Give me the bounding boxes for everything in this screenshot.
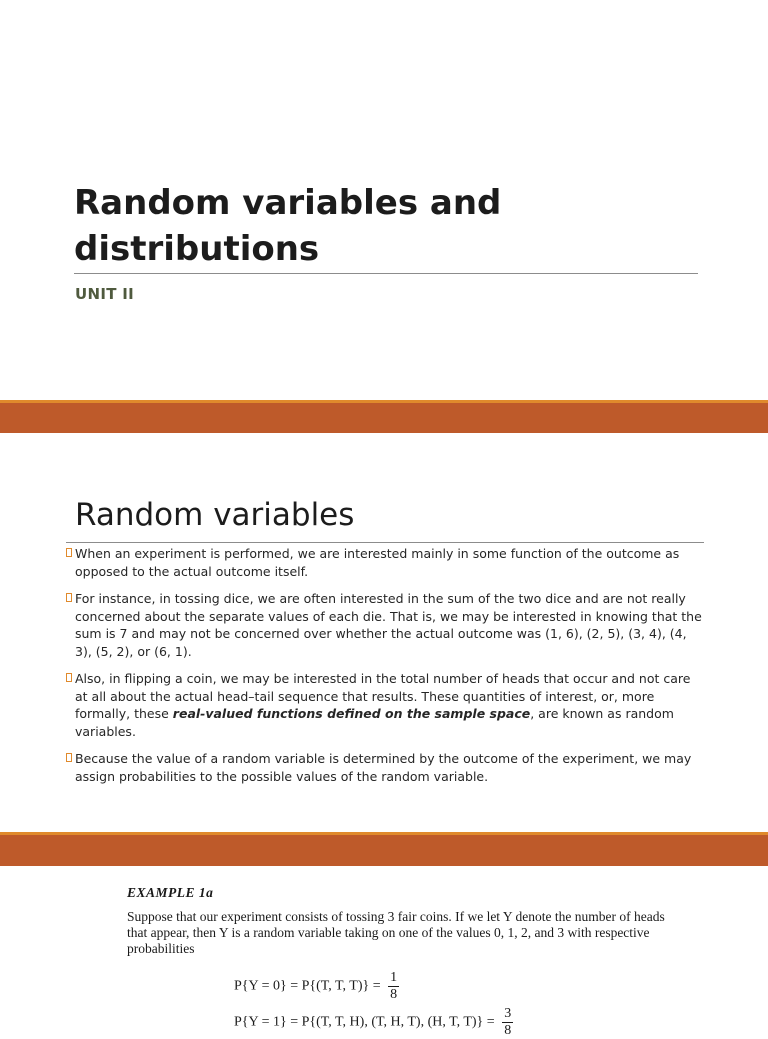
example-heading: EXAMPLE 1a <box>127 885 214 900</box>
bullet-text <box>75 670 706 740</box>
bullet-icon <box>66 673 72 682</box>
equation <box>234 970 399 1003</box>
fraction-denominator: 8 <box>504 1023 512 1038</box>
slide-divider <box>0 400 768 433</box>
bullet-text-start: Also, in flipping a coin, we may be interested in the total number of heads that occur and not care at all about the actual head–tail sequence that results. These quantities of interest, or, more formally, these <box>75 671 691 721</box>
bullet-item <box>66 545 706 580</box>
fraction <box>388 970 399 1003</box>
bullet-item <box>66 670 706 740</box>
bullet-text: Because the value of a random variable is determined by the outcome of the experiment, we may assign probabilities to the possible values of the random variable. <box>75 751 692 784</box>
bullet-icon <box>66 548 72 557</box>
section-title: Random variables <box>75 497 355 533</box>
equation <box>234 1006 513 1039</box>
fraction <box>502 1006 513 1039</box>
bullet-text-end: , are known as random variables. <box>75 706 674 739</box>
bullet-icon <box>66 753 72 762</box>
bullet-emphasis: real-valued functions defined on the sample space <box>172 706 531 721</box>
fraction-numerator: 1 <box>390 970 398 985</box>
equation-lhs: P{Y = 1} = P{(T, T, H), (T, H, T), (H, T, T)} = <box>234 1014 495 1030</box>
bullet-list <box>66 545 706 795</box>
bullet-text: For instance, in tossing dice, we are often interested in the sum of the two dice and are not really concerned about the separate values of each die. That is, we may be interested in knowing that the sum is 7 and may not be concerned over whether the actual outcome was (1, 6), (2, 5), (3, 4), (4, 3), (5, 2), or (6, 1). <box>75 591 702 659</box>
title-underline <box>74 273 698 274</box>
bullet-item <box>66 590 706 660</box>
fraction-numerator: 3 <box>504 1006 512 1021</box>
slide-divider <box>0 832 768 866</box>
fraction-denominator: 8 <box>390 987 398 1002</box>
bullet-icon <box>66 593 72 602</box>
slide-subtitle: UNIT II <box>75 285 135 303</box>
example-body: Suppose that our experiment consists of tossing 3 fair coins. If we let Y denote the number of heads that appear, then Y is a random variable taking on one of the values 0, 1, 2, and 3 with respective probabilities <box>127 909 665 956</box>
title-slide <box>0 0 768 400</box>
equation-lhs: P{Y = 0} = P{(T, T, T)} = <box>234 978 381 994</box>
bullet-text: When an experiment is performed, we are interested mainly in some function of the outcome as opposed to the actual outcome itself. <box>75 546 680 579</box>
section-underline <box>66 542 704 543</box>
slide-title: Random variables and distributions <box>74 183 502 269</box>
bullet-item <box>66 750 706 785</box>
